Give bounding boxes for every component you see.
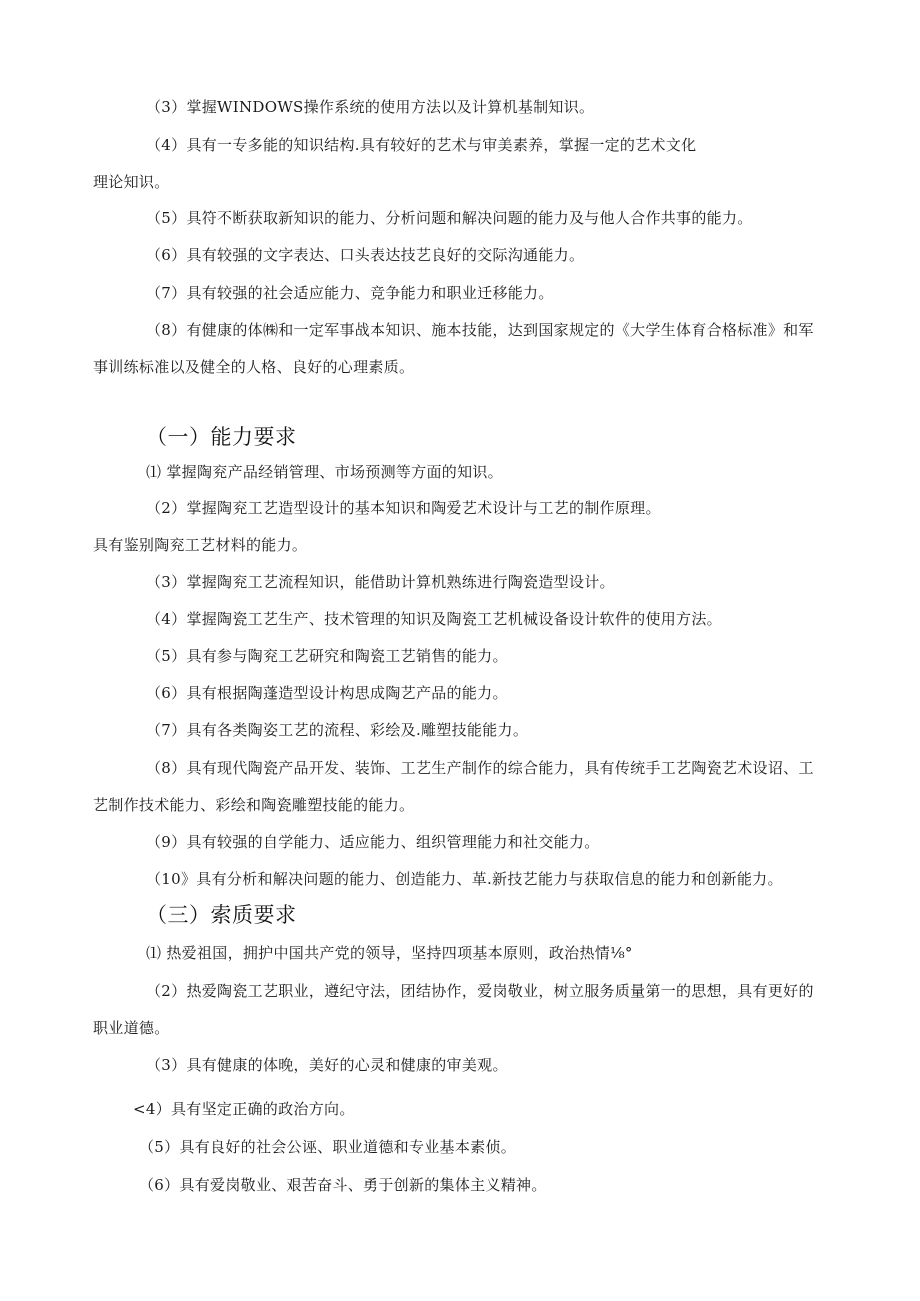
list-item: （5）具符不断获取新知识的能力、分析问题和解决问题的能力及与他人合作共事的能力。 <box>146 209 753 227</box>
list-item: （4）具有一专多能的知识结构.具有较好的艺术与审美素养，掌握一定的艺术文化 <box>146 136 697 154</box>
list-item-continuation: 事训练标准以及健全的人格、良好的心理素质。 <box>93 358 415 376</box>
list-item: （4）掌握陶瓷工艺生产、技术管理的知识及陶瓷工艺机械设备设计软件的使用方法。 <box>146 610 722 628</box>
list-item: （7）具有较强的社会适应能力、竞争能力和职业迁移能力。 <box>146 284 554 302</box>
section-heading-quality: （三）索质要求 <box>146 903 297 927</box>
list-item: ⑴ 掌握陶兖产品经销管理、市场预测等方面的知识。 <box>146 463 503 481</box>
list-item: （3）具有健康的体晚，美好的心灵和健康的审美观。 <box>146 1056 508 1074</box>
list-item: （8）有健康的体㈱和一定军事战本知识、施本技能，达到国家规定的《大学生体育合格标准》和军 <box>146 321 814 339</box>
list-item: （10》具有分析和解决问题的能力、创造能力、革.新技艺能力与获取信息的能力和创新能力。 <box>146 870 783 888</box>
list-item-continuation: 艺制作技术能力、彩绘和陶瓷雕塑技能的能力。 <box>93 796 415 814</box>
list-item-continuation: 职业道德。 <box>93 1019 170 1037</box>
list-item: （6）具有较强的文字表达、口头表达技艺良好的交际沟通能力。 <box>146 246 585 264</box>
list-item: （6）具有根据陶蓬造型设计构思成陶艺产品的能力。 <box>146 684 508 702</box>
list-item: ⑴ 热爱祖国，拥护中国共产党的领导，坚持四项基本原则，政治热情⅛° <box>146 944 633 962</box>
list-item: （5）具有良好的社会公诬、职业道德和专业基本素侦。 <box>139 1138 517 1156</box>
list-item: （7）具有各类陶姿工艺的流程、彩绘及.雕塑技能能力。 <box>146 721 529 739</box>
list-item: （3）掌握WINDOWS操作系统的使用方法以及计算机基制知识。 <box>146 98 595 116</box>
list-item: （5）具有参与陶兖工艺研究和陶瓷工艺销售的能力。 <box>146 647 508 665</box>
list-item: （8）具有现代陶瓷产品开发、装饰、工艺生产制作的综合能力，具有传统手工艺陶瓷艺术设诏、工 <box>146 759 814 777</box>
section-heading-ability: （一）能力要求 <box>146 425 297 449</box>
list-item: （9）具有较强的自学能力、适应能力、组织管理能力和社交能力。 <box>146 833 600 851</box>
list-item: （6）具有爱岗敬业、艰苦奋斗、勇于创新的集体主义精神。 <box>139 1176 547 1194</box>
list-item: （2）热爱陶瓷工艺职业，遵纪守法，团结协作，爱岗敬业，树立服务质量第一的思想，具有更好的 <box>146 982 814 1000</box>
list-item-continuation: 具有鉴别陶兖工艺材料的能力。 <box>93 536 308 554</box>
list-item: （3）掌握陶兖工艺流程知识，能借助计算机熟练进行陶瓷造型设计。 <box>146 573 615 591</box>
list-item: <4）具有坚定正确的政治方向。 <box>133 1100 355 1118</box>
list-item: （2）掌握陶兖工艺造型设计的基本知识和陶爱艺术设计与工艺的制作原理。 <box>146 499 661 517</box>
list-item-continuation: 理论知识。 <box>93 173 170 191</box>
